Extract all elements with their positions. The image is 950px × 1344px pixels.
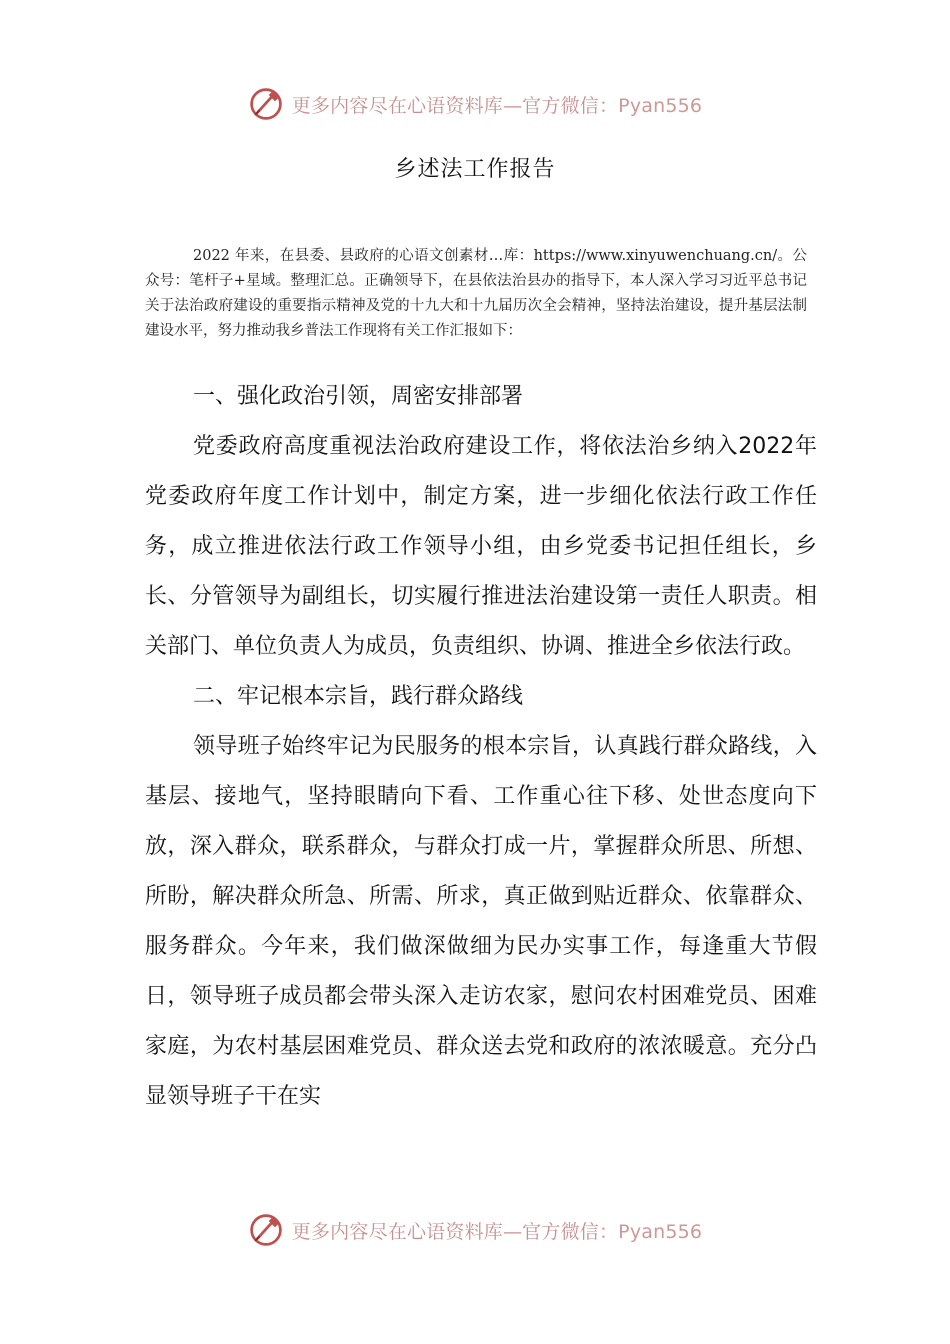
watermark-wechat-id: Pyan556 (618, 1220, 703, 1243)
footer-watermark (0, 1208, 950, 1252)
section-heading-1: 一、强化政治引领，周密安排部署 (193, 384, 524, 409)
pen-logo-icon (248, 86, 284, 122)
document-body (145, 372, 817, 1122)
pen-logo-icon (248, 1212, 284, 1248)
watermark-text: 更多内容尽在心语资料库—官方微信： (291, 1220, 619, 1243)
intro-text: 2022 年来，在县委、县政府的心语文创素材…库：https://www.xinyuwenchuang.cn/。公众号：笔杆子+星域。整理汇总。正确领导下，在县依法治县办的指导下，本人深入学习习近平总书记关于法治政府建设的重要指示精神及党的十九大和十九届历次全会精神，坚持法治建设，提升基层法制建设水平，努力推动我乡普法工作现将有关工作汇报如下： (145, 248, 807, 339)
section-heading-2: 二、牢记根本宗旨，践行群众路线 (193, 684, 524, 709)
intro-paragraph (145, 244, 807, 344)
section-paragraph-2: 领导班子始终牢记为民服务的根本宗旨，认真践行群众路线，入基层、接地气，坚持眼睛向下看、工作重心往下移、处世态度向下放，深入群众，联系群众，与群众打成一片，掌握群众所思、所想、所盼，解决群众所急、所需、所求，真正做到贴近群众、依靠群众、服务群众。今年来，我们做深做细为民办实事工作，每逢重大节假日，领导班子成员都会带头深入走访农家，慰问农村困难党员、困难家庭，为农村基层困难党员、群众送去党和政府的浓浓暖意。充分凸显领导班子干在实 (145, 734, 817, 1109)
document-title: 乡述法工作报告 (394, 157, 556, 182)
header-watermark (0, 82, 950, 126)
section-paragraph-1: 党委政府高度重视法治政府建设工作，将依法治乡纳入2022年党委政府年度工作计划中，制定方案，进一步细化依法行政工作任务，成立推进依法行政工作领导小组，由乡党委书记担任组长，乡长、分管领导为副组长，切实履行推进法治建设第一责任人职责。相关部门、单位负责人为成员，负责组织、协调、推进全乡依法行政。 (145, 434, 817, 659)
watermark-wechat-id: Pyan556 (618, 94, 703, 117)
watermark-text: 更多内容尽在心语资料库—官方微信： (291, 94, 619, 117)
